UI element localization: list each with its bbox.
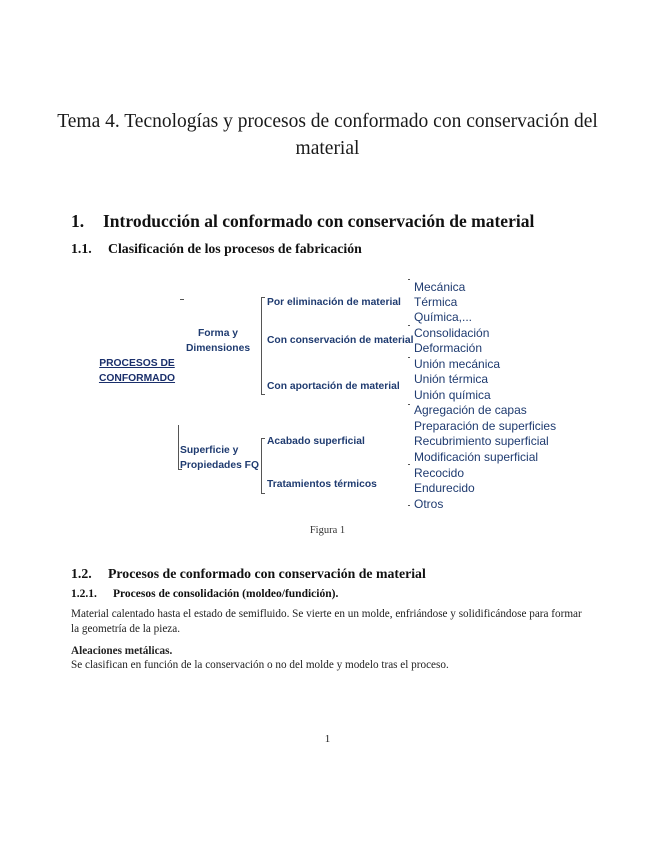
subsubsection-number: 1.2.1. bbox=[71, 588, 97, 600]
page-number: 1 bbox=[324, 733, 331, 745]
diagram-level2-label: Acabado superficial bbox=[267, 436, 365, 447]
diagram-leaf: Agregación de capas bbox=[414, 403, 527, 417]
subsection-number: 1.1. bbox=[71, 241, 92, 256]
diagram-level2-label: Con conservación de material bbox=[267, 335, 414, 346]
diagram-leaf: Química,... bbox=[414, 310, 473, 324]
diagram-leaf: Recocido bbox=[414, 466, 465, 480]
section-heading bbox=[71, 211, 534, 232]
subsection-heading bbox=[71, 566, 426, 582]
diagram-leaf: Consolidación bbox=[414, 326, 490, 340]
bracket-tick bbox=[408, 325, 410, 326]
diagram-leaf: Térmica bbox=[414, 295, 458, 309]
subsection-number: 1.2. bbox=[71, 566, 92, 581]
bracket bbox=[261, 438, 265, 494]
subsubsection-heading bbox=[71, 588, 338, 600]
body-paragraph: Material calentado hasta el estado de semifluido. Se vierte en un molde, enfriándose y solidificándose para formar la geometría de la pieza. bbox=[71, 608, 582, 635]
diagram-root: PROCESOS DE CONFORMADO bbox=[98, 358, 176, 384]
diagram-leaf: Deformación bbox=[414, 341, 483, 355]
bracket-tick bbox=[408, 404, 410, 405]
diagram-leaf: Endurecido bbox=[414, 481, 475, 495]
page-title: Tema 4. Tecnologías y procesos de conformado con conservación del material bbox=[57, 111, 598, 159]
figure-caption: Figura 1 bbox=[309, 525, 346, 536]
bracket bbox=[261, 297, 265, 395]
bracket-tick bbox=[408, 505, 410, 506]
diagram-level1-label: Forma y Dimensiones bbox=[185, 328, 251, 354]
subsection-title: Procesos de conformado con conservación de material bbox=[108, 566, 426, 581]
bracket-tick bbox=[408, 279, 410, 280]
section-number: 1. bbox=[71, 211, 85, 231]
paragraph-label: Aleaciones metálicas. bbox=[71, 645, 173, 657]
body-paragraph: Se clasifican en función de la conservación o no del molde y modelo tras el proceso. bbox=[71, 659, 449, 671]
subsubsection-title: Procesos de consolidación (moldeo/fundición). bbox=[113, 588, 339, 600]
diagram-leaf: Preparación de superficies bbox=[414, 419, 557, 433]
bracket-tick bbox=[180, 299, 184, 300]
diagram-level1-label: Superficie y Propiedades FQ bbox=[180, 445, 259, 471]
bracket-tick bbox=[408, 464, 410, 465]
diagram-leaf: Unión química bbox=[414, 388, 491, 402]
section-title: Introducción al conformado con conservación de material bbox=[103, 211, 535, 231]
subsection-heading bbox=[71, 241, 362, 257]
diagram-leaf: Otros bbox=[414, 497, 444, 511]
diagram-leaf: Recubrimiento superficial bbox=[414, 434, 549, 448]
diagram-level2-label: Por eliminación de material bbox=[267, 297, 401, 308]
diagram-leaf: Unión mecánica bbox=[414, 357, 501, 371]
diagram-level2-label: Con aportación de material bbox=[267, 381, 400, 392]
diagram-leaf: Mecánica bbox=[414, 280, 466, 294]
bracket-tick bbox=[408, 357, 410, 358]
subsection-title: Clasificación de los procesos de fabricación bbox=[108, 241, 362, 256]
diagram-leaf: Unión térmica bbox=[414, 372, 489, 386]
diagram-level2-label: Tratamientos térmicos bbox=[267, 479, 377, 490]
diagram-leaf: Modificación superficial bbox=[414, 450, 539, 464]
